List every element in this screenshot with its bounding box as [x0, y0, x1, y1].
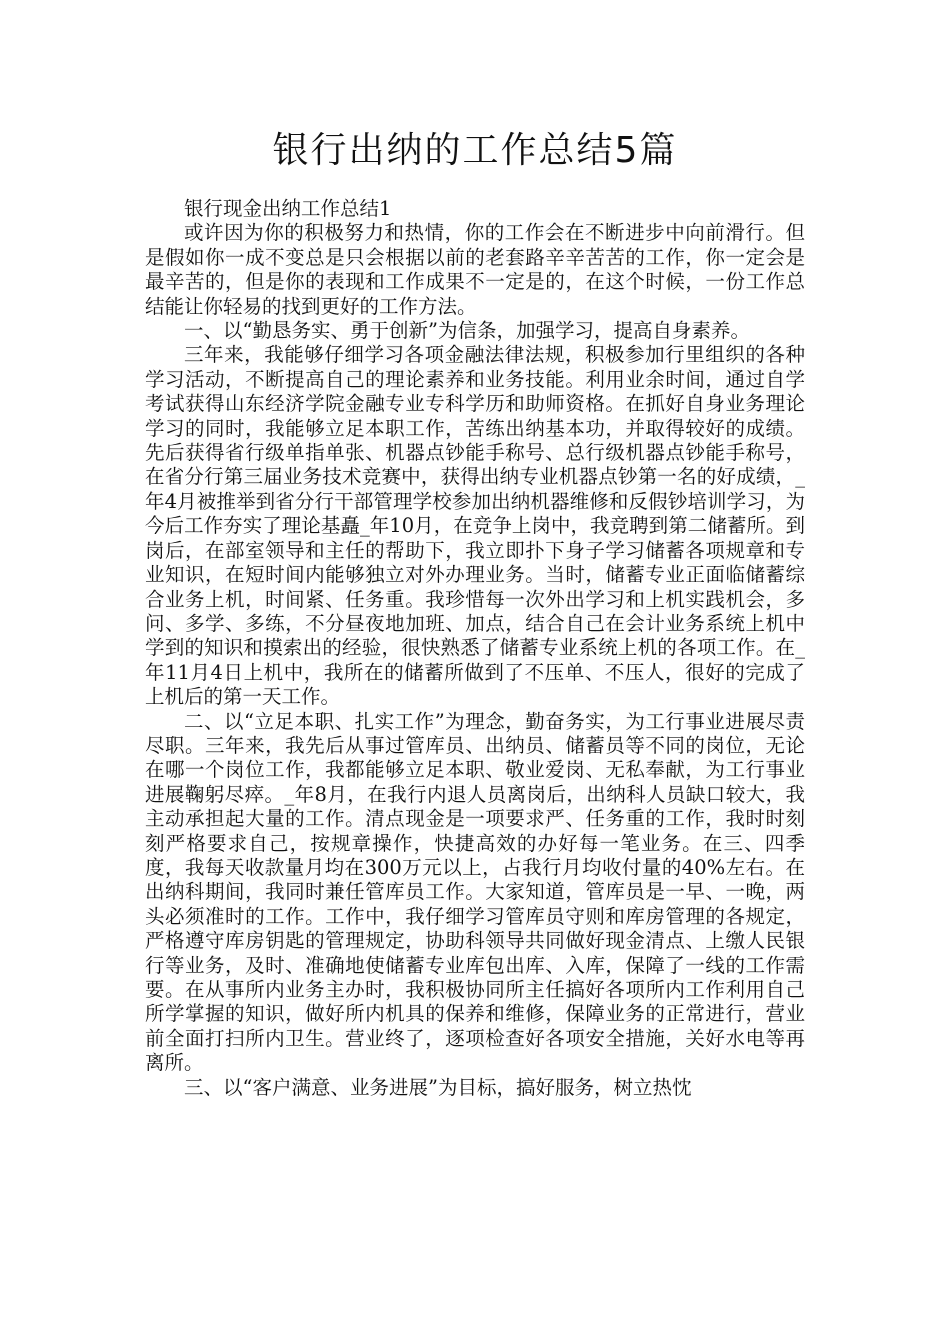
document-body: [145, 197, 805, 1100]
paragraph: 一、以“勤恳务实、勇于创新”为信条，加强学习，提高自身素养。: [184, 319, 750, 343]
paragraph: 三年来，我能够仔细学习各项金融法律法规，积极参加行里组织的各种学习活动，不断提高自己的理论素养和业务技能。利用业余时间，通过自学考试获得山东经济学院金融专业专科学历和助师资格。在抓好自身业务理论学习的同时，我能够立足本职工作，苦练出纳基本功，并取得较好的成绩。先后获得省行级单指单张、机器点钞能手称号、总行级机器点钞能手称号，在省分行第三届业务技术竞赛中，获得出纳专业机器点钞第一名的好成绩，_年4月被推举到省分行干部管理学校参加出纳机器维修和反假钞培训学习，为今后工作夯实了理论基矗_年10月，在竞争上岗中，我竞聘到第二储蓄所。到岗后，在部室领导和主任的帮助下，我立即扑下身子学习储蓄各项规章和专业知识，在短时间内能够独立对外办理业务。当时，储蓄专业正面临储蓄综合业务上机，时间紧、任务重。我珍惜每一次外出学习和上机实践机会，多问、多学、多练，不分昼夜地加班、加点，结合自己在会计业务系统上机中学到的知识和摸索出的经验，很快熟悉了储蓄专业系统上机的各项工作。在_年11月4日上机中，我所在的储蓄所做到了不压单、不压人，很好的完成了上机后的第一天工作。: [145, 343, 805, 709]
paragraph: 三、以“客户满意、业务进展”为目标，搞好服务，树立热忱: [184, 1075, 692, 1099]
document-title: 银行出纳的工作总结5篇: [272, 130, 678, 171]
paragraph: 或许因为你的积极努力和热情，你的工作会在不断进步中向前滑行。但是假如你一成不变总是只会根据以前的老套路辛辛苦苦的工作，你一定会是最辛苦的，但是你的表现和工作成果不一定是的，在这个时候，一份工作总结能让你轻易的找到更好的工作方法。: [145, 221, 805, 318]
section-heading: 银行现金出纳工作总结1: [184, 197, 392, 220]
paragraph: 二、以“立足本职、扎实工作”为理念，勤奋务实，为工行事业进展尽责尽职。三年来，我先后从事过管库员、出纳员、储蓄员等不同的岗位，无论在哪一个岗位工作，我都能够立足本职、敬业爱岗、无私奉献，为工行事业进展鞠躬尽瘁。_年8月，在我行内退人员离岗后，出纳科人员缺口较大，我主动承担起大量的工作。清点现金是一项要求严、任务重的工作，我时时刻刻严格要求自己，按规章操作，快捷高效的办好每一笔业务。在三、四季度，我每天收款量月均在300万元以上，占我行月均收付量的40%左右。在出纳科期间，我同时兼任管库员工作。大家知道，管库员是一早、一晚，两头必须准时的工作。工作中，我仔细学习管库员守则和库房管理的各规定，严格遵守库房钥匙的管理规定，协助科领导共同做好现金清点、上缴人民银行等业务，及时、准确地使储蓄专业库包出库、入库，保障了一线的工作需要。在从事所内业务主办时，我积极协同所主任搞好各项所内工作利用自己所学掌握的知识，做好所内机具的保养和维修，保障业务的正常进行，营业前全面打扫所内卫生。营业终了，逐项检查好各项安全措施，关好水电等再离所。: [145, 709, 805, 1075]
